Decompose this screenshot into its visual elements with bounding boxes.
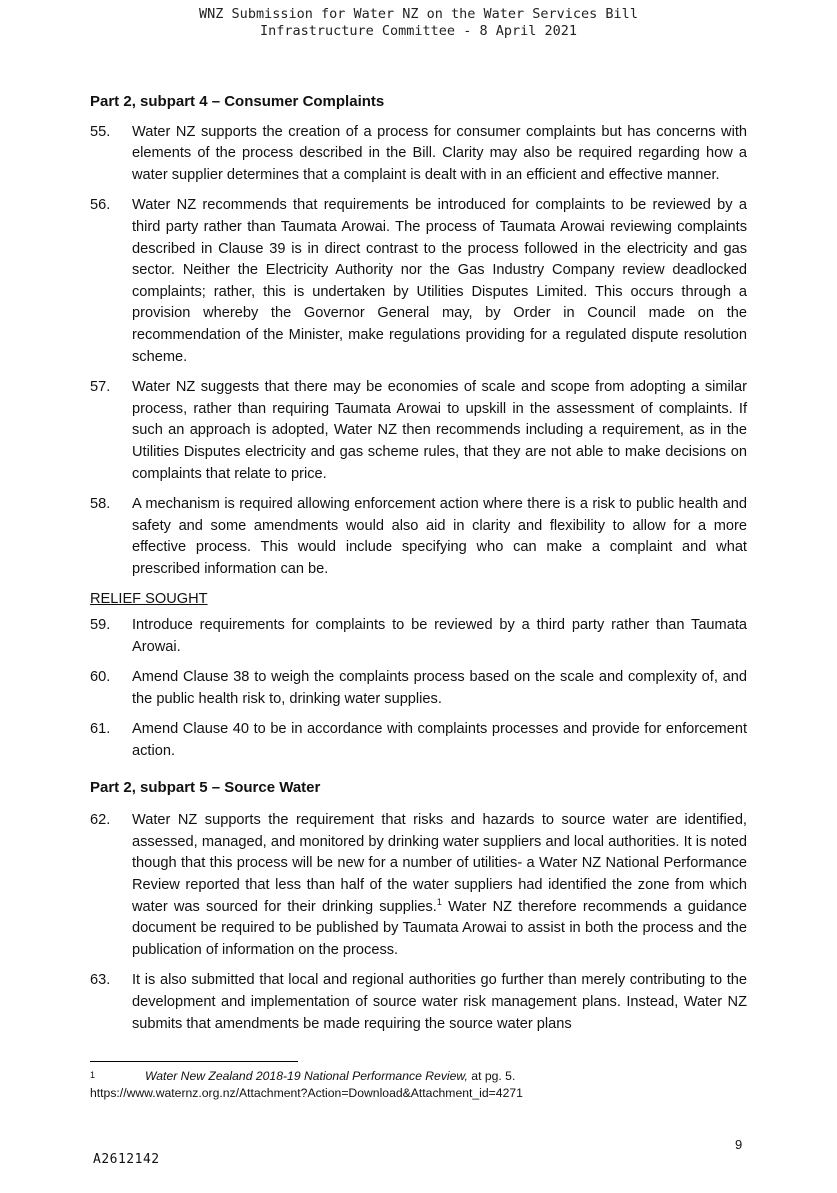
- paragraph-57: [90, 377, 747, 485]
- paragraph-text: Water NZ supports the creation of a process for consumer complaints but has concerns with elements of the process described in the Bill. Clarity may also be required regarding how a water supplier determines that a complaint is dealt with in an efficient and effective manner.: [132, 123, 747, 183]
- paragraph-number: 61.: [90, 721, 111, 738]
- paragraph-text: [132, 810, 747, 961]
- paragraph-number: 60.: [90, 669, 111, 686]
- document-body: [90, 91, 747, 1044]
- document-id: A2612142: [93, 1152, 160, 1167]
- section-heading-source-water: Part 2, subpart 5 – Source Water: [90, 778, 321, 796]
- footnote-suffix: at pg. 5.: [467, 1069, 516, 1083]
- paragraph-number: 56.: [90, 197, 111, 214]
- paragraph-61: [90, 719, 747, 762]
- paragraph-text: Water NZ suggests that there may be economies of scale and scope from adopting a similar process, rather than requiring Taumata Arowai to upskill in the assessment of complaints. If such an approach is adopted, Water NZ then recommends including a requirement, as in the Utilities Disputes electricity and gas scheme rules, that they are not able to make decisions on complaints that relate to price.: [132, 379, 747, 482]
- paragraph-text: Introduce requirements for complaints to be reviewed by a third party rather than Taumata Arowai.: [132, 617, 747, 655]
- paragraph-text: A mechanism is required allowing enforcement action where there is a risk to public health and safety and some amendments would also aid in clarity and flexibility to allow for a more effective process. This would include specifying who can make a complaint and what prescribed information can be.: [132, 496, 747, 577]
- paragraph-number: 63.: [90, 972, 111, 989]
- paragraph-text-part-a: Water NZ supports the requirement that risks and hazards to source water are identified, assessed, managed, and monitored by drinking water suppliers and local authorities. It is noted though that this process will be new for a number of utilities- a Water NZ National Performance Review reported that less than half of the water suppliers had identified the zone from which water was sourced for their drinking supplies.: [132, 812, 747, 915]
- header-line-1: WNZ Submission for Water NZ on the Water Services Bill: [199, 6, 638, 22]
- footnote-url[interactable]: https://www.waternz.org.nz/Attachment?Action=Download&Attachment_id=4271: [90, 1086, 523, 1100]
- paragraph-56: [90, 195, 747, 368]
- footnote: [90, 1068, 750, 1102]
- paragraph-62: [90, 810, 747, 961]
- paragraph-58: [90, 494, 747, 580]
- header-line-2: Infrastructure Committee - 8 April 2021: [260, 23, 577, 39]
- footnote-title: Water New Zealand 2018-19 National Performance Review,: [145, 1069, 468, 1083]
- paragraph-number: 55.: [90, 123, 111, 140]
- footnote-reference[interactable]: 1: [436, 896, 442, 907]
- paragraph-text-part-b: Water NZ therefore recommends a guidance document be required to be published by Taumata Arowai to assist in both the process and the publication of information on the process.: [132, 898, 747, 958]
- paragraph-number: 62.: [90, 812, 111, 829]
- paragraph-text: Amend Clause 38 to weigh the complaints process based on the scale and complexity of, and the public health risk to, drinking water supplies.: [132, 669, 747, 707]
- footnote-separator: [90, 1061, 298, 1062]
- section-heading-consumer-complaints: Part 2, subpart 4 – Consumer Complaints: [90, 93, 385, 110]
- paragraph-text: It is also submitted that local and regional authorities go further than merely contributing to the development and implementation of source water risk management plans. Instead, Water NZ submits that amendments be made requiring the source water plans: [132, 972, 747, 1032]
- paragraph-number: 57.: [90, 379, 111, 396]
- footnote-mark: 1: [90, 1070, 96, 1080]
- paragraph-63: [90, 970, 747, 1035]
- paragraph-60: [90, 667, 747, 710]
- paragraph-55: [90, 122, 747, 187]
- paragraph-59: [90, 615, 747, 658]
- page-number: 9: [735, 1137, 743, 1152]
- paragraph-text: Amend Clause 40 to be in accordance with complaints processes and provide for enforcement action.: [132, 721, 747, 760]
- paragraph-number: 59.: [90, 617, 111, 634]
- paragraph-number: 58.: [90, 496, 111, 513]
- paragraph-text: Water NZ recommends that requirements be introduced for complaints to be reviewed by a third party rather than Taumata Arowai. The process of Taumata Arowai reviewing complaints described in Clause 39 is in direct contrast to the process followed in the electricity and gas sector. Neither the Electricity Authority nor the Gas Industry Company review deadlocked complaints; rather, this is undertaken by Utilities Disputes Limited. This occurs through a provision whereby the Governor General may, by Order in Council made on the recommendation of the Minister, make regulations providing for a regulated dispute resolution scheme.: [132, 197, 747, 365]
- running-header: [0, 6, 837, 40]
- relief-sought-heading: RELIEF SOUGHT: [90, 591, 208, 608]
